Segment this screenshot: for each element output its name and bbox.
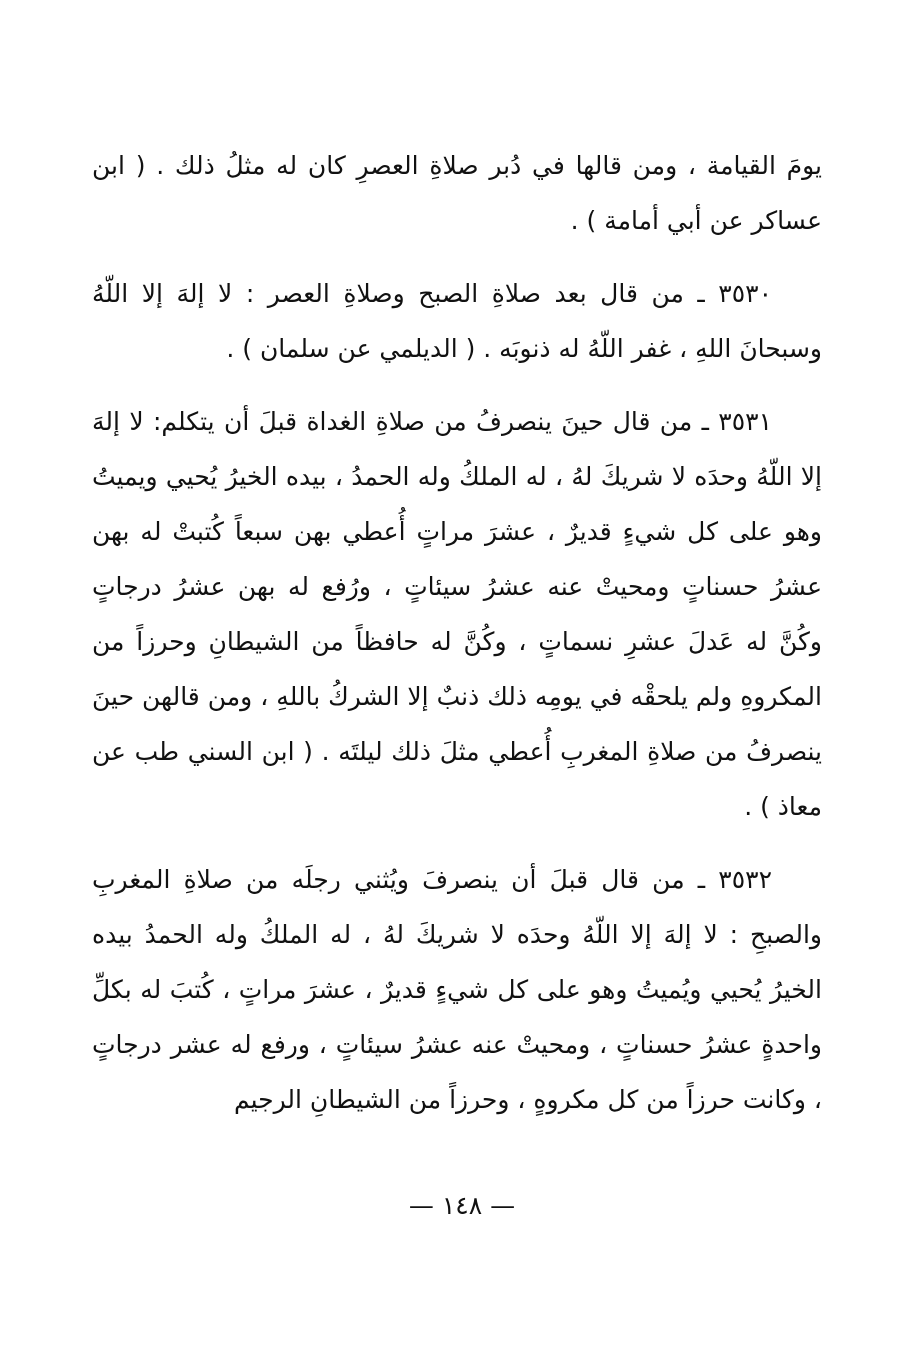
paragraph-continuation: يومَ القيامة ، ومن قالها في دُبر صلاةِ العصرِ كان له مثلُ ذلك . ( ابن عساكر عن أبي أمامة ) . [92,151,822,235]
body-text [92,138,822,1127]
page-number: — ١٤٨ — [408,1191,516,1220]
paragraph-hadith-3531: ٣٥٣١ ـ من قال حينَ ينصرفُ من صلاةِ الغداة قبلَ أن يتكلم: لا إلهَ إلا اللّهُ وحدَه لا شريكَ لهُ ، له الملكُ وله الحمدُ ، بيده الخيرُ يُحيي ويميتُ وهو على كل شيءٍ قديرٌ ، عشرَ مراتٍ أُعطي بهن سبعاً كُتبتْ له بهن عشرُ حسناتٍ ومحيتْ عنه عشرُ سيئاتٍ ، ورُفع له بهن عشرُ درجاتٍ وكُنَّ له عَدلَ عشرِ نسماتٍ ، وكُنَّ له حافظاً من الشيطانِ وحرزاً من المكروهِ ولم يلحقْه في يومِه ذلك ذنبٌ إلا الشركُ باللهِ ، ومن قالهن حينَ ينصرفُ من صلاةِ المغربِ أُعطي مثلَ ذلك ليلتَه . ( ابن السني طب عن معاذ ) . [92,407,822,821]
paragraph-hadith-3532: ٣٥٣٢ ـ من قال قبلَ أن ينصرفَ ويُثني رجلَه من صلاةِ المغربِ والصبحِ : لا إلهَ إلا اللّهُ وحدَه لا شريكَ لهُ ، له الملكُ وله الحمدُ بيده الخيرُ يُحيي ويُميتُ وهو على كل شيءٍ قديرٌ ، عشرَ مراتٍ ، كُتبَ له بكلِّ واحدةٍ عشرُ حسناتٍ ، ومحيتْ عنه عشرُ سيئاتٍ ، ورفع له عشر درجاتٍ ، وكانت حرزاً من كل مكروهٍ ، وحرزاً من الشيطانِ الرجيم [92,865,822,1114]
paragraph-hadith-3530: ٣٥٣٠ ـ من قال بعد صلاةِ الصبح وصلاةِ العصر : لا إلهَ إلا اللّهُ وسبحانَ اللهِ ، غفر اللّهُ له ذنوبَه . ( الديلمي عن سلمان ) . [92,279,822,363]
